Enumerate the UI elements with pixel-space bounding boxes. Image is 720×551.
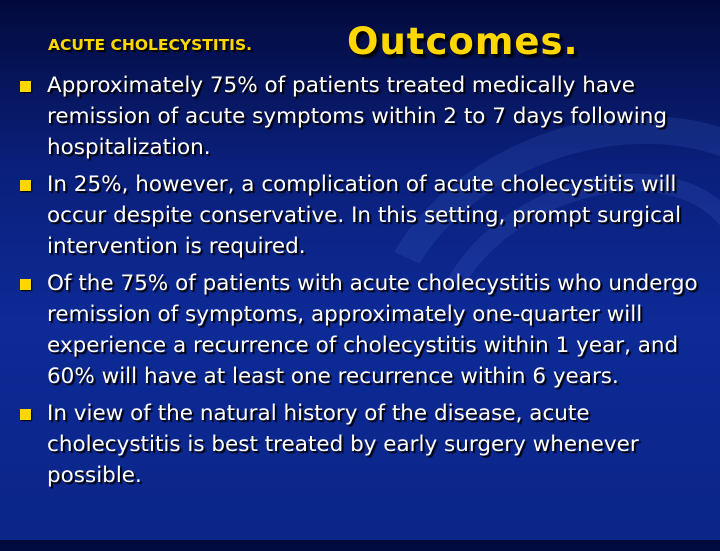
bullet-list bbox=[18, 70, 714, 497]
bullet-item bbox=[18, 268, 714, 392]
title-row bbox=[48, 20, 688, 70]
slide-title: Outcomes. bbox=[347, 20, 579, 63]
square-bullet-icon bbox=[20, 81, 31, 92]
square-bullet-icon bbox=[20, 409, 31, 420]
bullet-text: Approximately 75% of patients treated medically have remission of acute symptoms within 2 to 7 days following hospitalization. bbox=[47, 73, 667, 160]
bullet-text: In 25%, however, a complication of acute cholecystitis will occur despite conservative. In this setting, prompt surgical intervention is required. bbox=[47, 172, 682, 259]
slide-subtitle: ACUTE CHOLECYSTITIS. bbox=[48, 36, 252, 54]
bullet-item bbox=[18, 398, 714, 491]
square-bullet-icon bbox=[20, 279, 31, 290]
bullet-text: Of the 75% of patients with acute cholecystitis who undergo remission of symptoms, approximately one-quarter will experience a recurrence of cholecystitis within 1 year, and 60% will have at least one recurrence within 6 years. bbox=[47, 271, 698, 389]
bullet-text: In view of the natural history of the disease, acute cholecystitis is best treated by early surgery whenever possible. bbox=[47, 401, 639, 488]
bullet-item bbox=[18, 169, 714, 262]
bullet-item bbox=[18, 70, 714, 163]
square-bullet-icon bbox=[20, 180, 31, 191]
